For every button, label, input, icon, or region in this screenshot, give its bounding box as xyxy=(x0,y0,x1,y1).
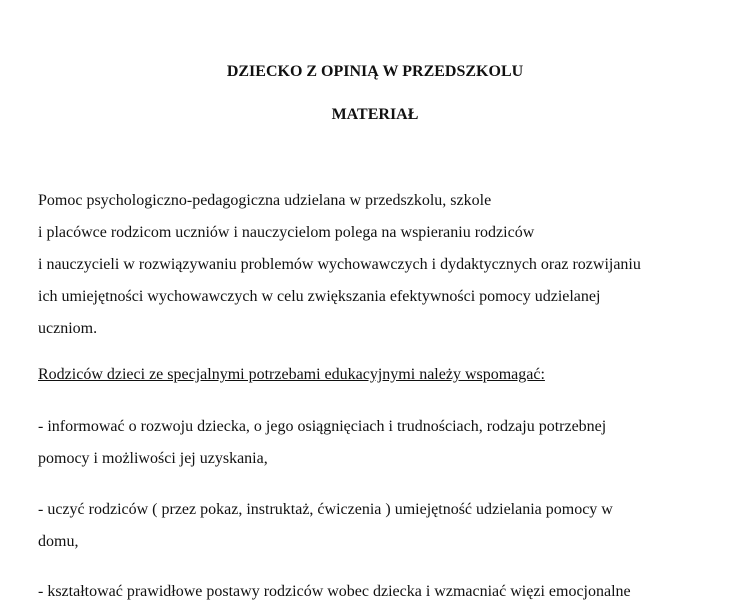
intro-line: i placówce rodzicom uczniów i nauczycielom polega na wspieraniu rodziców xyxy=(38,224,535,241)
intro-line: i nauczycieli w rozwiązywaniu problemów wychowawczych i dydaktycznych oraz rozwijaniu xyxy=(38,256,641,273)
list-item xyxy=(38,411,728,475)
list-item xyxy=(38,576,728,608)
intro-line: ich umiejętności wychowawczych w celu zwiększania efektywności pomocy udzielanej xyxy=(38,288,601,305)
list-item-line: pomocy i możliwości jej uzyskania, xyxy=(38,450,268,467)
list-item-line: domu, xyxy=(38,533,79,550)
list-item-line: - kształtować prawidłowe postawy rodziców wobec dziecka i wzmacniać więzi emocjonalne xyxy=(38,583,631,600)
document-subtitle: MATERIAŁ xyxy=(331,106,419,123)
list-item-line: - uczyć rodziców ( przez pokaz, instruktaż, ćwiczenia ) umiejętność udzielania pomocy w xyxy=(38,501,613,518)
list-item xyxy=(38,494,728,558)
section-heading: Rodziców dzieci ze specjalnymi potrzebami edukacyjnymi należy wspomagać: xyxy=(38,366,545,383)
intro-line: Pomoc psychologiczno-pedagogiczna udzielana w przedszkolu, szkole xyxy=(38,192,492,209)
intro-paragraph xyxy=(38,185,728,345)
intro-line: uczniom. xyxy=(38,320,98,337)
document-title: DZIECKO Z OPINIĄ W PRZEDSZKOLU xyxy=(226,63,524,80)
list-item-line: - informować o rozwoju dziecka, o jego osiągnięciach i trudnościach, rodzaju potrzebnej xyxy=(38,418,607,435)
